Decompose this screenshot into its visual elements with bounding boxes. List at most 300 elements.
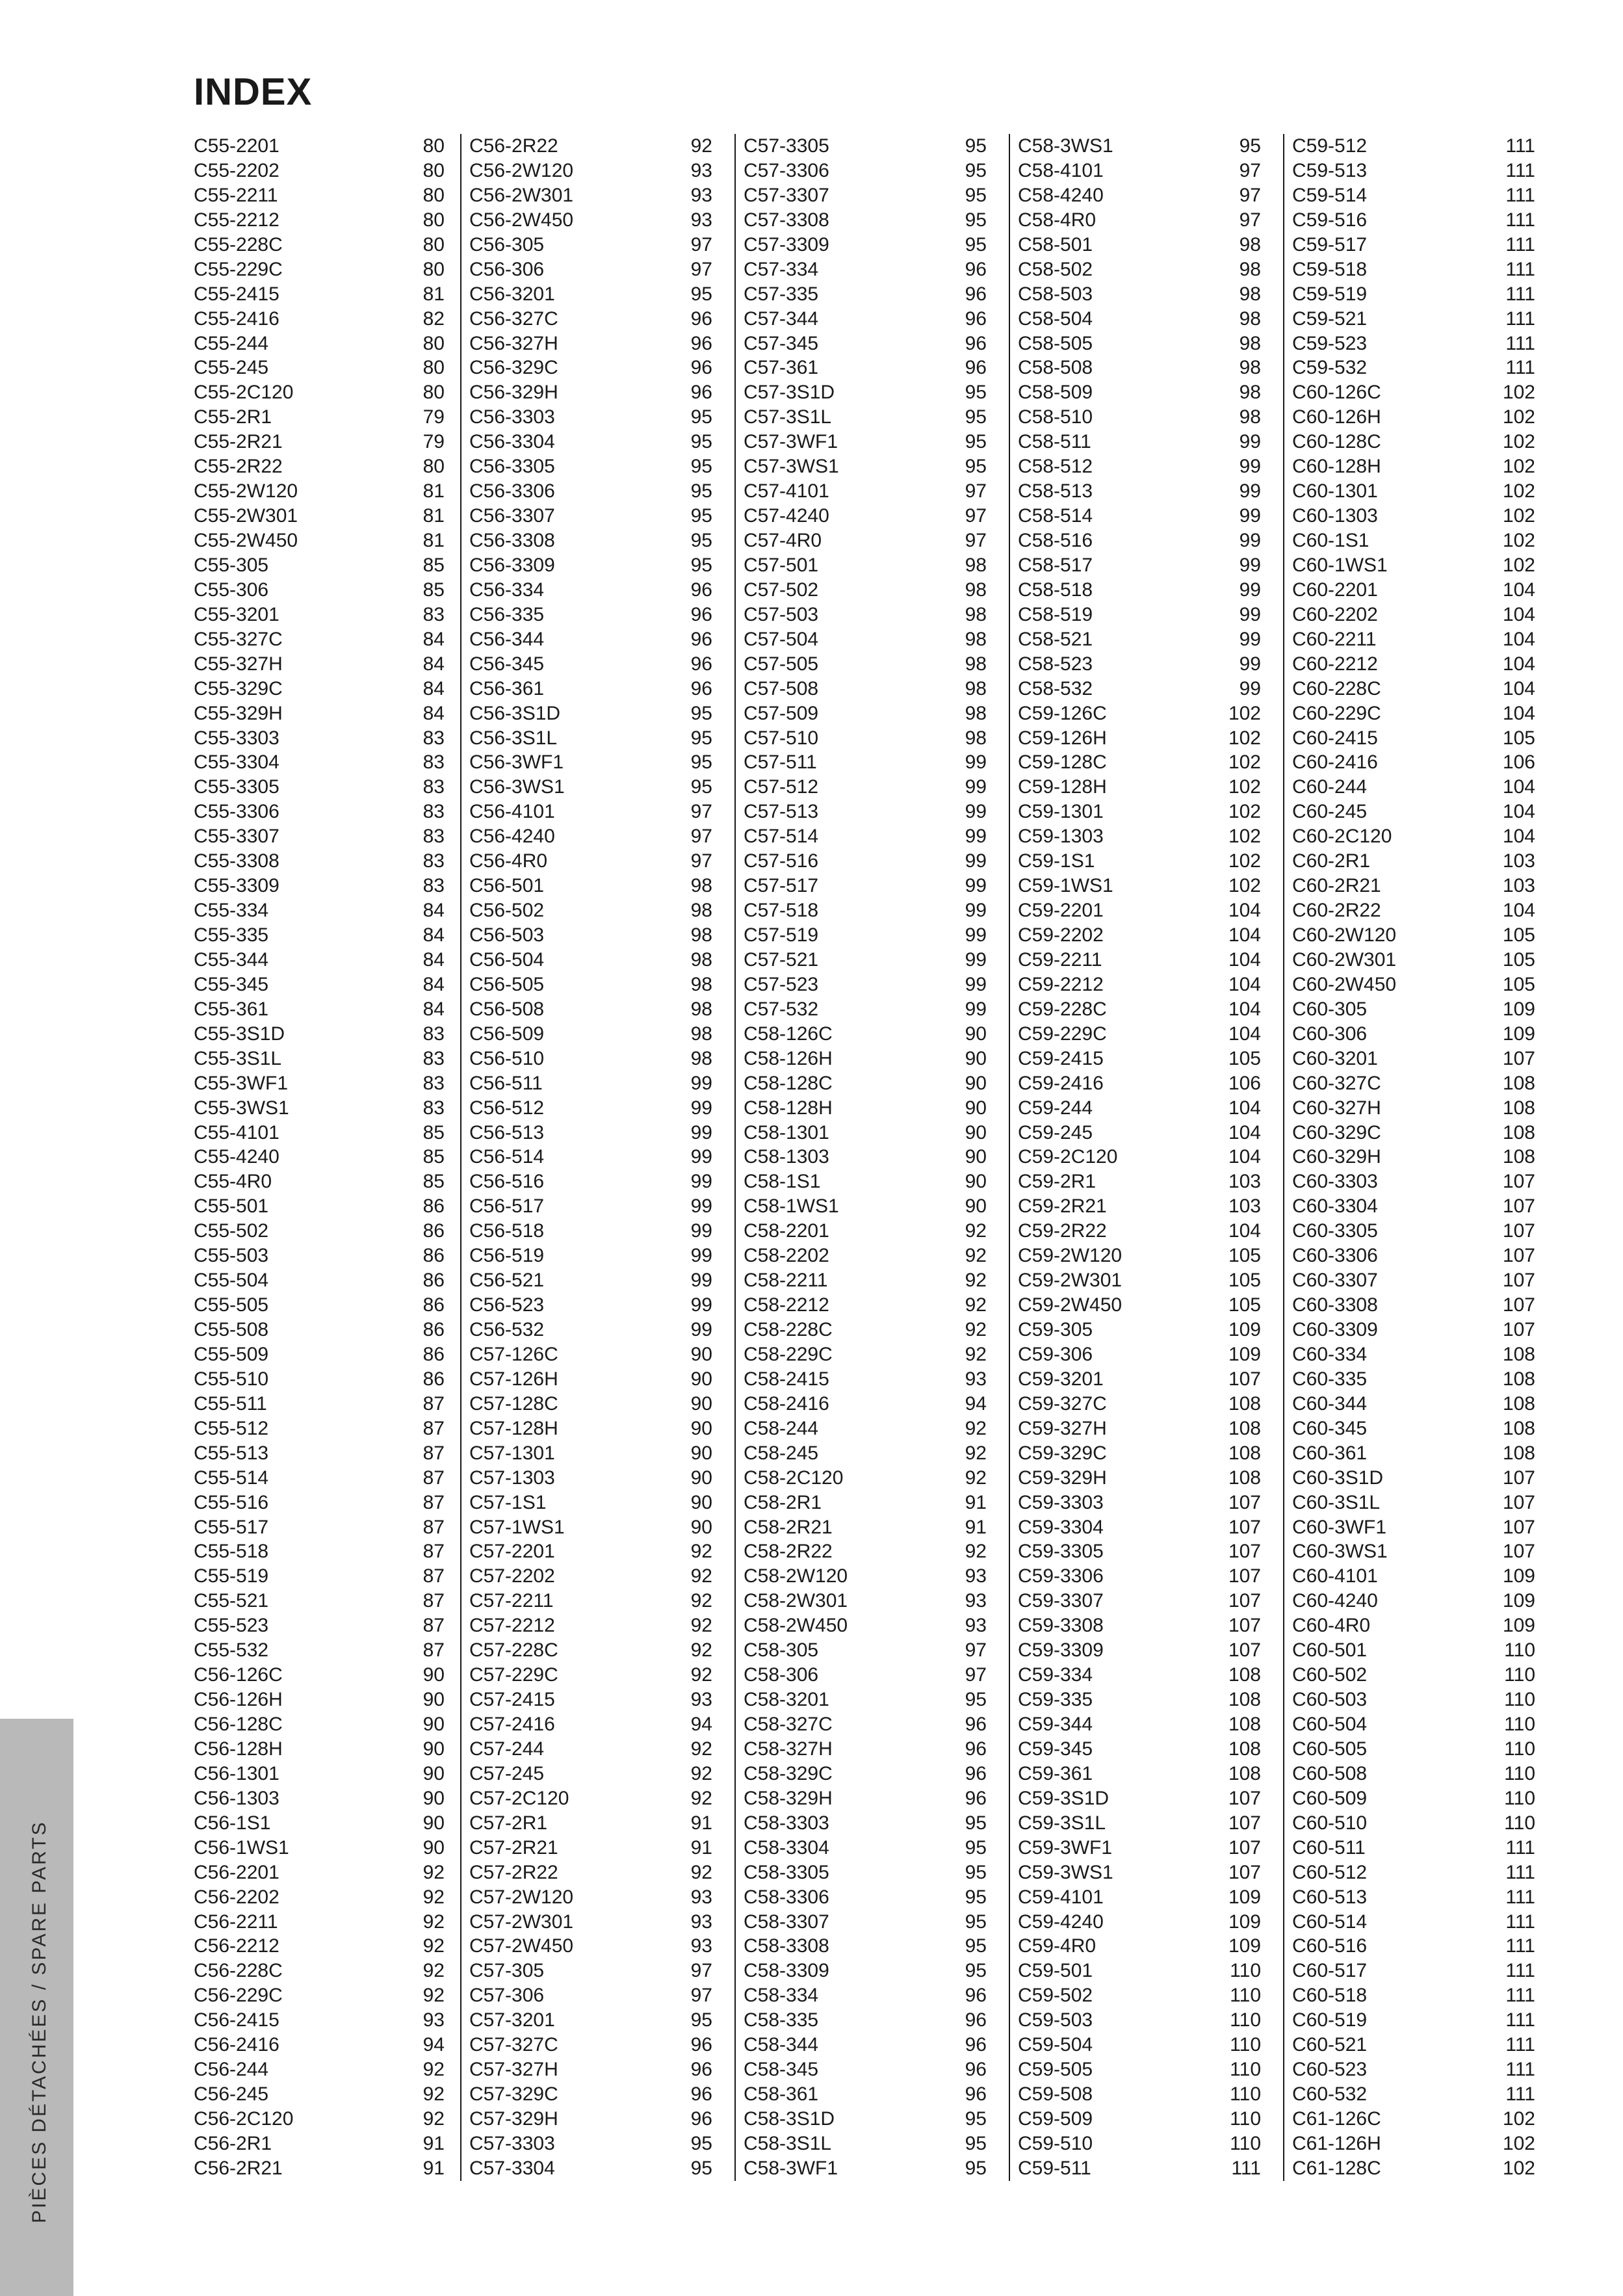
page-number: 92 xyxy=(690,1639,712,1662)
index-entry xyxy=(1010,1169,1270,1194)
index-entry xyxy=(736,1047,996,1071)
part-code: C57-2W120 xyxy=(469,1886,574,1908)
part-code: C60-2R21 xyxy=(1292,875,1381,897)
page-number: 108 xyxy=(1228,1738,1261,1760)
index-entry xyxy=(461,2033,721,2057)
page-number: 95 xyxy=(690,751,712,774)
index-entry xyxy=(736,1169,996,1194)
part-code: C55-519 xyxy=(194,1565,269,1587)
page-number: 83 xyxy=(422,850,445,872)
part-code: C55-3WF1 xyxy=(194,1072,289,1094)
index-entry xyxy=(1284,948,1544,972)
part-code: C60-327H xyxy=(1292,1097,1381,1119)
part-code: C58-532 xyxy=(1018,677,1093,699)
page-number: 90 xyxy=(690,1467,712,1489)
page-number: 98 xyxy=(965,579,987,601)
index-entry xyxy=(736,282,996,307)
page-number: 96 xyxy=(965,307,987,330)
page-number: 104 xyxy=(1228,1023,1261,1045)
page-number: 97 xyxy=(690,1960,712,1982)
part-code: C58-126H xyxy=(744,1047,833,1069)
index-entry xyxy=(194,726,454,751)
index-entry xyxy=(736,430,996,454)
index-entry xyxy=(1010,1022,1270,1047)
part-code: C60-2211 xyxy=(1292,628,1377,650)
part-code: C60-3306 xyxy=(1292,1245,1378,1267)
part-code: C60-505 xyxy=(1292,1738,1368,1760)
part-code: C55-508 xyxy=(194,1319,269,1340)
part-code: C60-329H xyxy=(1292,1146,1381,1168)
part-code: C60-3S1L xyxy=(1292,1491,1381,1513)
page-number: 102 xyxy=(1502,505,1535,527)
part-code: C58-521 xyxy=(1018,628,1093,650)
part-code: C59-504 xyxy=(1018,2034,1093,2056)
index-entry xyxy=(1010,1811,1270,1836)
index-entry xyxy=(1010,1342,1270,1367)
page-number: 99 xyxy=(690,1195,712,1218)
index-entry xyxy=(461,553,721,578)
page-number: 110 xyxy=(1504,1664,1535,1686)
page-number: 93 xyxy=(965,1590,987,1612)
part-code: C57-2415 xyxy=(469,1689,555,1711)
page-number: 95 xyxy=(965,1935,987,1957)
part-code: C56-344 xyxy=(469,628,545,650)
index-entry xyxy=(736,2082,996,2107)
part-code: C57-501 xyxy=(744,554,819,576)
page-number: 107 xyxy=(1502,1270,1535,1292)
page-number: 107 xyxy=(1502,1171,1535,1193)
part-code: C57-334 xyxy=(744,258,819,280)
part-code: C60-244 xyxy=(1292,776,1368,798)
part-code: C60-1301 xyxy=(1292,480,1378,502)
index-entry xyxy=(461,997,721,1022)
part-code: C56-2W450 xyxy=(469,209,574,231)
page-number: 106 xyxy=(1228,1072,1261,1094)
page-number: 104 xyxy=(1228,1220,1261,1242)
index-entry xyxy=(194,1959,454,1983)
part-code: C57-521 xyxy=(744,948,819,971)
page-number: 95 xyxy=(690,505,712,527)
part-code: C57-1WS1 xyxy=(469,1516,565,1538)
page-number: 92 xyxy=(690,1590,712,1612)
part-code: C56-3303 xyxy=(469,406,555,428)
page-number: 111 xyxy=(1505,1836,1535,1859)
index-entry xyxy=(1284,1910,1544,1935)
page-number: 95 xyxy=(690,530,712,551)
page-number: 80 xyxy=(422,258,445,280)
part-code: C55-335 xyxy=(194,924,269,946)
index-entry xyxy=(736,1194,996,1219)
index-entry xyxy=(1284,972,1544,997)
index-entry xyxy=(1010,2057,1270,2082)
page-number: 102 xyxy=(1502,480,1535,502)
part-code: C60-4101 xyxy=(1292,1565,1378,1587)
page-number: 109 xyxy=(1502,998,1535,1020)
part-code: C57-2R1 xyxy=(469,1812,548,1834)
part-code: C57-3304 xyxy=(469,2157,555,2179)
part-code: C55-3S1D xyxy=(194,1023,285,1045)
part-code: C55-2211 xyxy=(194,184,278,206)
page-number: 85 xyxy=(422,1171,445,1193)
index-entry xyxy=(194,2033,454,2057)
part-code: C60-2R22 xyxy=(1292,900,1381,922)
page-number: 107 xyxy=(1228,1565,1261,1587)
index-entry xyxy=(461,380,721,405)
index-entry xyxy=(461,1367,721,1392)
page-number: 104 xyxy=(1502,702,1535,724)
index-entry xyxy=(1010,1367,1270,1392)
part-code: C55-505 xyxy=(194,1294,269,1316)
index-entry xyxy=(194,1638,454,1663)
part-code: C55-345 xyxy=(194,973,269,995)
page-number: 93 xyxy=(965,1368,987,1390)
part-code: C60-513 xyxy=(1292,1886,1368,1908)
part-code: C59-3305 xyxy=(1018,1541,1104,1563)
page-number: 110 xyxy=(1230,2059,1261,2081)
part-code: C57-228C xyxy=(469,1639,558,1662)
part-code: C57-508 xyxy=(744,677,819,699)
index-entry xyxy=(736,1071,996,1096)
index-entry xyxy=(1284,726,1544,751)
index-entry xyxy=(461,1983,721,2008)
index-entry xyxy=(1284,454,1544,479)
part-code: C57-329C xyxy=(469,2083,558,2106)
part-code: C56-335 xyxy=(469,603,545,625)
part-code: C59-2W301 xyxy=(1018,1270,1123,1292)
index-entry xyxy=(461,652,721,677)
index-entry xyxy=(194,504,454,528)
index-entry xyxy=(1010,800,1270,824)
part-code: C56-508 xyxy=(469,998,545,1020)
page-number: 86 xyxy=(422,1319,445,1340)
page-number: 92 xyxy=(965,1294,987,1316)
part-code: C58-4R0 xyxy=(1018,209,1097,231)
index-entry xyxy=(194,454,454,479)
part-code: C55-502 xyxy=(194,1220,269,1242)
page-number: 96 xyxy=(965,1787,987,1809)
part-code: C59-361 xyxy=(1018,1762,1093,1784)
part-code: C57-511 xyxy=(744,751,817,774)
index-entry xyxy=(194,948,454,972)
index-entry xyxy=(461,898,721,923)
index-entry xyxy=(736,923,996,948)
index-entry xyxy=(194,159,454,183)
part-code: C57-2211 xyxy=(469,1590,554,1612)
page-number: 90 xyxy=(422,1714,445,1735)
index-entry xyxy=(1284,997,1544,1022)
index-entry xyxy=(1010,1047,1270,1071)
index-entry xyxy=(461,134,721,159)
index-entry xyxy=(461,2008,721,2033)
index-entry xyxy=(194,356,454,380)
index-entry xyxy=(736,849,996,874)
page-number: 96 xyxy=(965,2009,987,2031)
part-code: C59-4R0 xyxy=(1018,1935,1097,1957)
index-entry xyxy=(461,849,721,874)
page-number: 83 xyxy=(422,751,445,774)
page-number: 83 xyxy=(422,603,445,625)
index-entry xyxy=(194,1811,454,1836)
page-number: 107 xyxy=(1502,1516,1535,1538)
index-entry xyxy=(461,775,721,800)
index-entry xyxy=(194,627,454,652)
index-entry xyxy=(1010,849,1270,874)
index-entry xyxy=(1284,528,1544,553)
index-entry xyxy=(736,1564,996,1589)
part-code: C59-2R22 xyxy=(1018,1220,1107,1242)
part-code: C55-516 xyxy=(194,1491,269,1513)
part-code: C57-3306 xyxy=(744,159,829,181)
page-number: 80 xyxy=(422,184,445,206)
part-code: C58-503 xyxy=(1018,283,1093,305)
index-entry xyxy=(194,1096,454,1121)
page-number: 107 xyxy=(1502,1195,1535,1218)
page-number: 90 xyxy=(690,1516,712,1538)
part-code: C60-532 xyxy=(1292,2083,1368,2106)
index-entry xyxy=(461,2082,721,2107)
index-entry xyxy=(1010,2033,1270,2057)
page-number: 91 xyxy=(422,2157,445,2179)
page-number: 85 xyxy=(422,1121,445,1143)
index-entry xyxy=(1010,1441,1270,1466)
part-code: C59-1S1 xyxy=(1018,850,1095,872)
part-code: C58-361 xyxy=(744,2083,819,2106)
page-number: 96 xyxy=(965,2034,987,2056)
part-code: C57-2R21 xyxy=(469,1836,558,1859)
index-entry xyxy=(1284,2156,1544,2181)
index-entry xyxy=(461,1737,721,1762)
part-code: C55-3S1L xyxy=(194,1047,282,1069)
part-code: C59-344 xyxy=(1018,1714,1093,1735)
index-entry xyxy=(194,898,454,923)
page-number: 95 xyxy=(690,2132,712,2154)
page-number: 86 xyxy=(422,1368,445,1390)
page-number: 108 xyxy=(1228,1664,1261,1686)
page-number: 92 xyxy=(690,1738,712,1760)
part-code: C58-2202 xyxy=(744,1245,829,1267)
index-entry xyxy=(461,2057,721,2082)
index-entry xyxy=(194,307,454,332)
part-code: C56-2W120 xyxy=(469,159,574,181)
page-number: 99 xyxy=(1239,480,1261,502)
index-entry xyxy=(1010,874,1270,898)
page-number: 98 xyxy=(965,727,987,749)
page-number: 109 xyxy=(1228,1886,1261,1908)
page-number: 97 xyxy=(965,530,987,551)
index-entry xyxy=(1284,627,1544,652)
page-number: 108 xyxy=(1228,1467,1261,1489)
part-code: C58-3305 xyxy=(744,1861,829,1883)
index-entry xyxy=(194,1022,454,1047)
index-entry xyxy=(1010,923,1270,948)
index-entry xyxy=(1284,800,1544,824)
index-entry xyxy=(1010,257,1270,282)
page-number: 92 xyxy=(965,1541,987,1563)
index-entry xyxy=(194,430,454,454)
page-number: 108 xyxy=(1228,1442,1261,1464)
part-code: C55-523 xyxy=(194,1615,269,1637)
page-number: 86 xyxy=(422,1270,445,1292)
part-code: C55-512 xyxy=(194,1417,269,1439)
part-code: C56-3305 xyxy=(469,456,555,478)
page-number: 98 xyxy=(1239,258,1261,280)
part-code: C61-126C xyxy=(1292,2108,1381,2130)
part-code: C60-523 xyxy=(1292,2059,1368,2081)
index-entry xyxy=(1010,430,1270,454)
part-code: C55-3306 xyxy=(194,801,279,823)
part-code: C55-510 xyxy=(194,1368,269,1390)
index-entry xyxy=(736,332,996,356)
page-number: 96 xyxy=(690,2059,712,2081)
index-entry xyxy=(1010,948,1270,972)
page-number: 109 xyxy=(1228,1319,1261,1340)
index-entry xyxy=(194,1515,454,1540)
part-code: C60-2416 xyxy=(1292,751,1378,774)
part-code: C60-3303 xyxy=(1292,1171,1378,1193)
index-entry xyxy=(1010,1589,1270,1613)
index-entry xyxy=(461,1786,721,1811)
part-code: C57-2201 xyxy=(469,1541,555,1563)
page-number: 92 xyxy=(690,1762,712,1784)
page-number: 98 xyxy=(965,628,987,650)
index-entry xyxy=(736,2033,996,2057)
page-number: 95 xyxy=(965,1861,987,1883)
index-entry xyxy=(1010,1959,1270,1983)
page-number: 93 xyxy=(690,159,712,181)
part-code: C58-4101 xyxy=(1018,159,1104,181)
index-entry xyxy=(736,1959,996,1983)
part-code: C60-344 xyxy=(1292,1392,1368,1415)
index-entry xyxy=(461,1022,721,1047)
index-entry xyxy=(1284,923,1544,948)
index-entry xyxy=(1010,1293,1270,1318)
part-code: C59-3S1D xyxy=(1018,1787,1110,1809)
page-number: 87 xyxy=(422,1442,445,1464)
index-entry xyxy=(1010,208,1270,233)
index-entry xyxy=(736,1022,996,1047)
page-number: 107 xyxy=(1502,1467,1535,1489)
page-number: 109 xyxy=(1228,1911,1261,1933)
page-number: 97 xyxy=(690,850,712,872)
part-code: C58-2R1 xyxy=(744,1491,822,1513)
index-entry xyxy=(736,2132,996,2156)
page-number: 86 xyxy=(422,1245,445,1267)
index-entry xyxy=(194,183,454,208)
page-number: 87 xyxy=(422,1541,445,1563)
part-code: C55-503 xyxy=(194,1245,269,1267)
page-number: 87 xyxy=(422,1392,445,1415)
index-entry xyxy=(1284,282,1544,307)
index-entry xyxy=(1010,775,1270,800)
part-code: C56-503 xyxy=(469,924,545,946)
part-code: C58-1S1 xyxy=(744,1171,821,1193)
part-code: C60-3309 xyxy=(1292,1319,1378,1340)
page-number: 95 xyxy=(965,209,987,231)
part-code: C59-126C xyxy=(1018,702,1107,724)
part-code: C57-3WS1 xyxy=(744,456,839,478)
page-number: 97 xyxy=(690,801,712,823)
index-entry xyxy=(1284,677,1544,701)
part-code: C59-2202 xyxy=(1018,924,1104,946)
index-entry xyxy=(1010,1860,1270,1885)
page-number: 96 xyxy=(690,579,712,601)
page-number: 96 xyxy=(965,1738,987,1760)
part-code: C57-3S1D xyxy=(744,382,835,404)
part-code: C58-329H xyxy=(744,1787,833,1809)
index-entry xyxy=(1284,1268,1544,1293)
part-code: C56-516 xyxy=(469,1171,545,1193)
part-code: C57-1S1 xyxy=(469,1491,547,1513)
index-entry xyxy=(1284,159,1544,183)
part-code: C58-327C xyxy=(744,1714,833,1735)
part-code: C58-512 xyxy=(1018,456,1093,478)
page-number: 90 xyxy=(422,1738,445,1760)
page-number: 99 xyxy=(965,973,987,995)
page-number: 81 xyxy=(422,480,445,502)
index-entry xyxy=(1010,454,1270,479)
part-code: C58-3WS1 xyxy=(1018,135,1113,157)
page-number: 95 xyxy=(690,702,712,724)
page-number: 108 xyxy=(1502,1097,1535,1119)
page-number: 90 xyxy=(422,1762,445,1784)
page-number: 99 xyxy=(1239,554,1261,576)
index-column-2 xyxy=(460,134,721,2181)
index-entry xyxy=(1010,578,1270,603)
index-entry xyxy=(461,332,721,356)
index-entry xyxy=(1284,1071,1544,1096)
index-entry xyxy=(194,849,454,874)
part-code: C55-3201 xyxy=(194,603,279,625)
part-code: C56-126H xyxy=(194,1689,283,1711)
page-number: 98 xyxy=(1239,307,1261,330)
index-entry xyxy=(736,1589,996,1613)
page-number: 80 xyxy=(422,135,445,157)
index-entry xyxy=(194,1564,454,1589)
index-entry xyxy=(736,898,996,923)
page-number: 99 xyxy=(965,776,987,798)
part-code: C59-517 xyxy=(1292,233,1368,255)
index-entry xyxy=(1284,233,1544,257)
part-code: C55-3308 xyxy=(194,850,279,872)
page-number: 84 xyxy=(422,677,445,699)
part-code: C58-245 xyxy=(744,1442,819,1464)
page-number: 99 xyxy=(1239,431,1261,453)
index-entry xyxy=(461,1589,721,1613)
index-entry xyxy=(1284,1564,1544,1589)
index-entry xyxy=(1010,997,1270,1022)
page-number: 98 xyxy=(965,677,987,699)
index-entry xyxy=(461,1934,721,1959)
index-entry xyxy=(461,183,721,208)
index-entry xyxy=(461,454,721,479)
page-number: 93 xyxy=(690,184,712,206)
part-code: C57-2202 xyxy=(469,1565,555,1587)
page-number: 97 xyxy=(690,233,712,255)
part-code: C56-521 xyxy=(469,1270,545,1292)
page-number: 95 xyxy=(965,135,987,157)
index-entry xyxy=(1010,282,1270,307)
page-number: 106 xyxy=(1502,751,1535,774)
part-code: C60-1WS1 xyxy=(1292,554,1388,576)
page-number: 111 xyxy=(1231,2157,1261,2179)
index-entry xyxy=(194,134,454,159)
page-number: 90 xyxy=(690,1417,712,1439)
part-code: C58-2W450 xyxy=(744,1615,848,1637)
index-entry xyxy=(1010,1145,1270,1169)
page-number: 95 xyxy=(1239,135,1261,157)
part-code: C55-329H xyxy=(194,702,283,724)
part-code: C59-1303 xyxy=(1018,826,1104,848)
